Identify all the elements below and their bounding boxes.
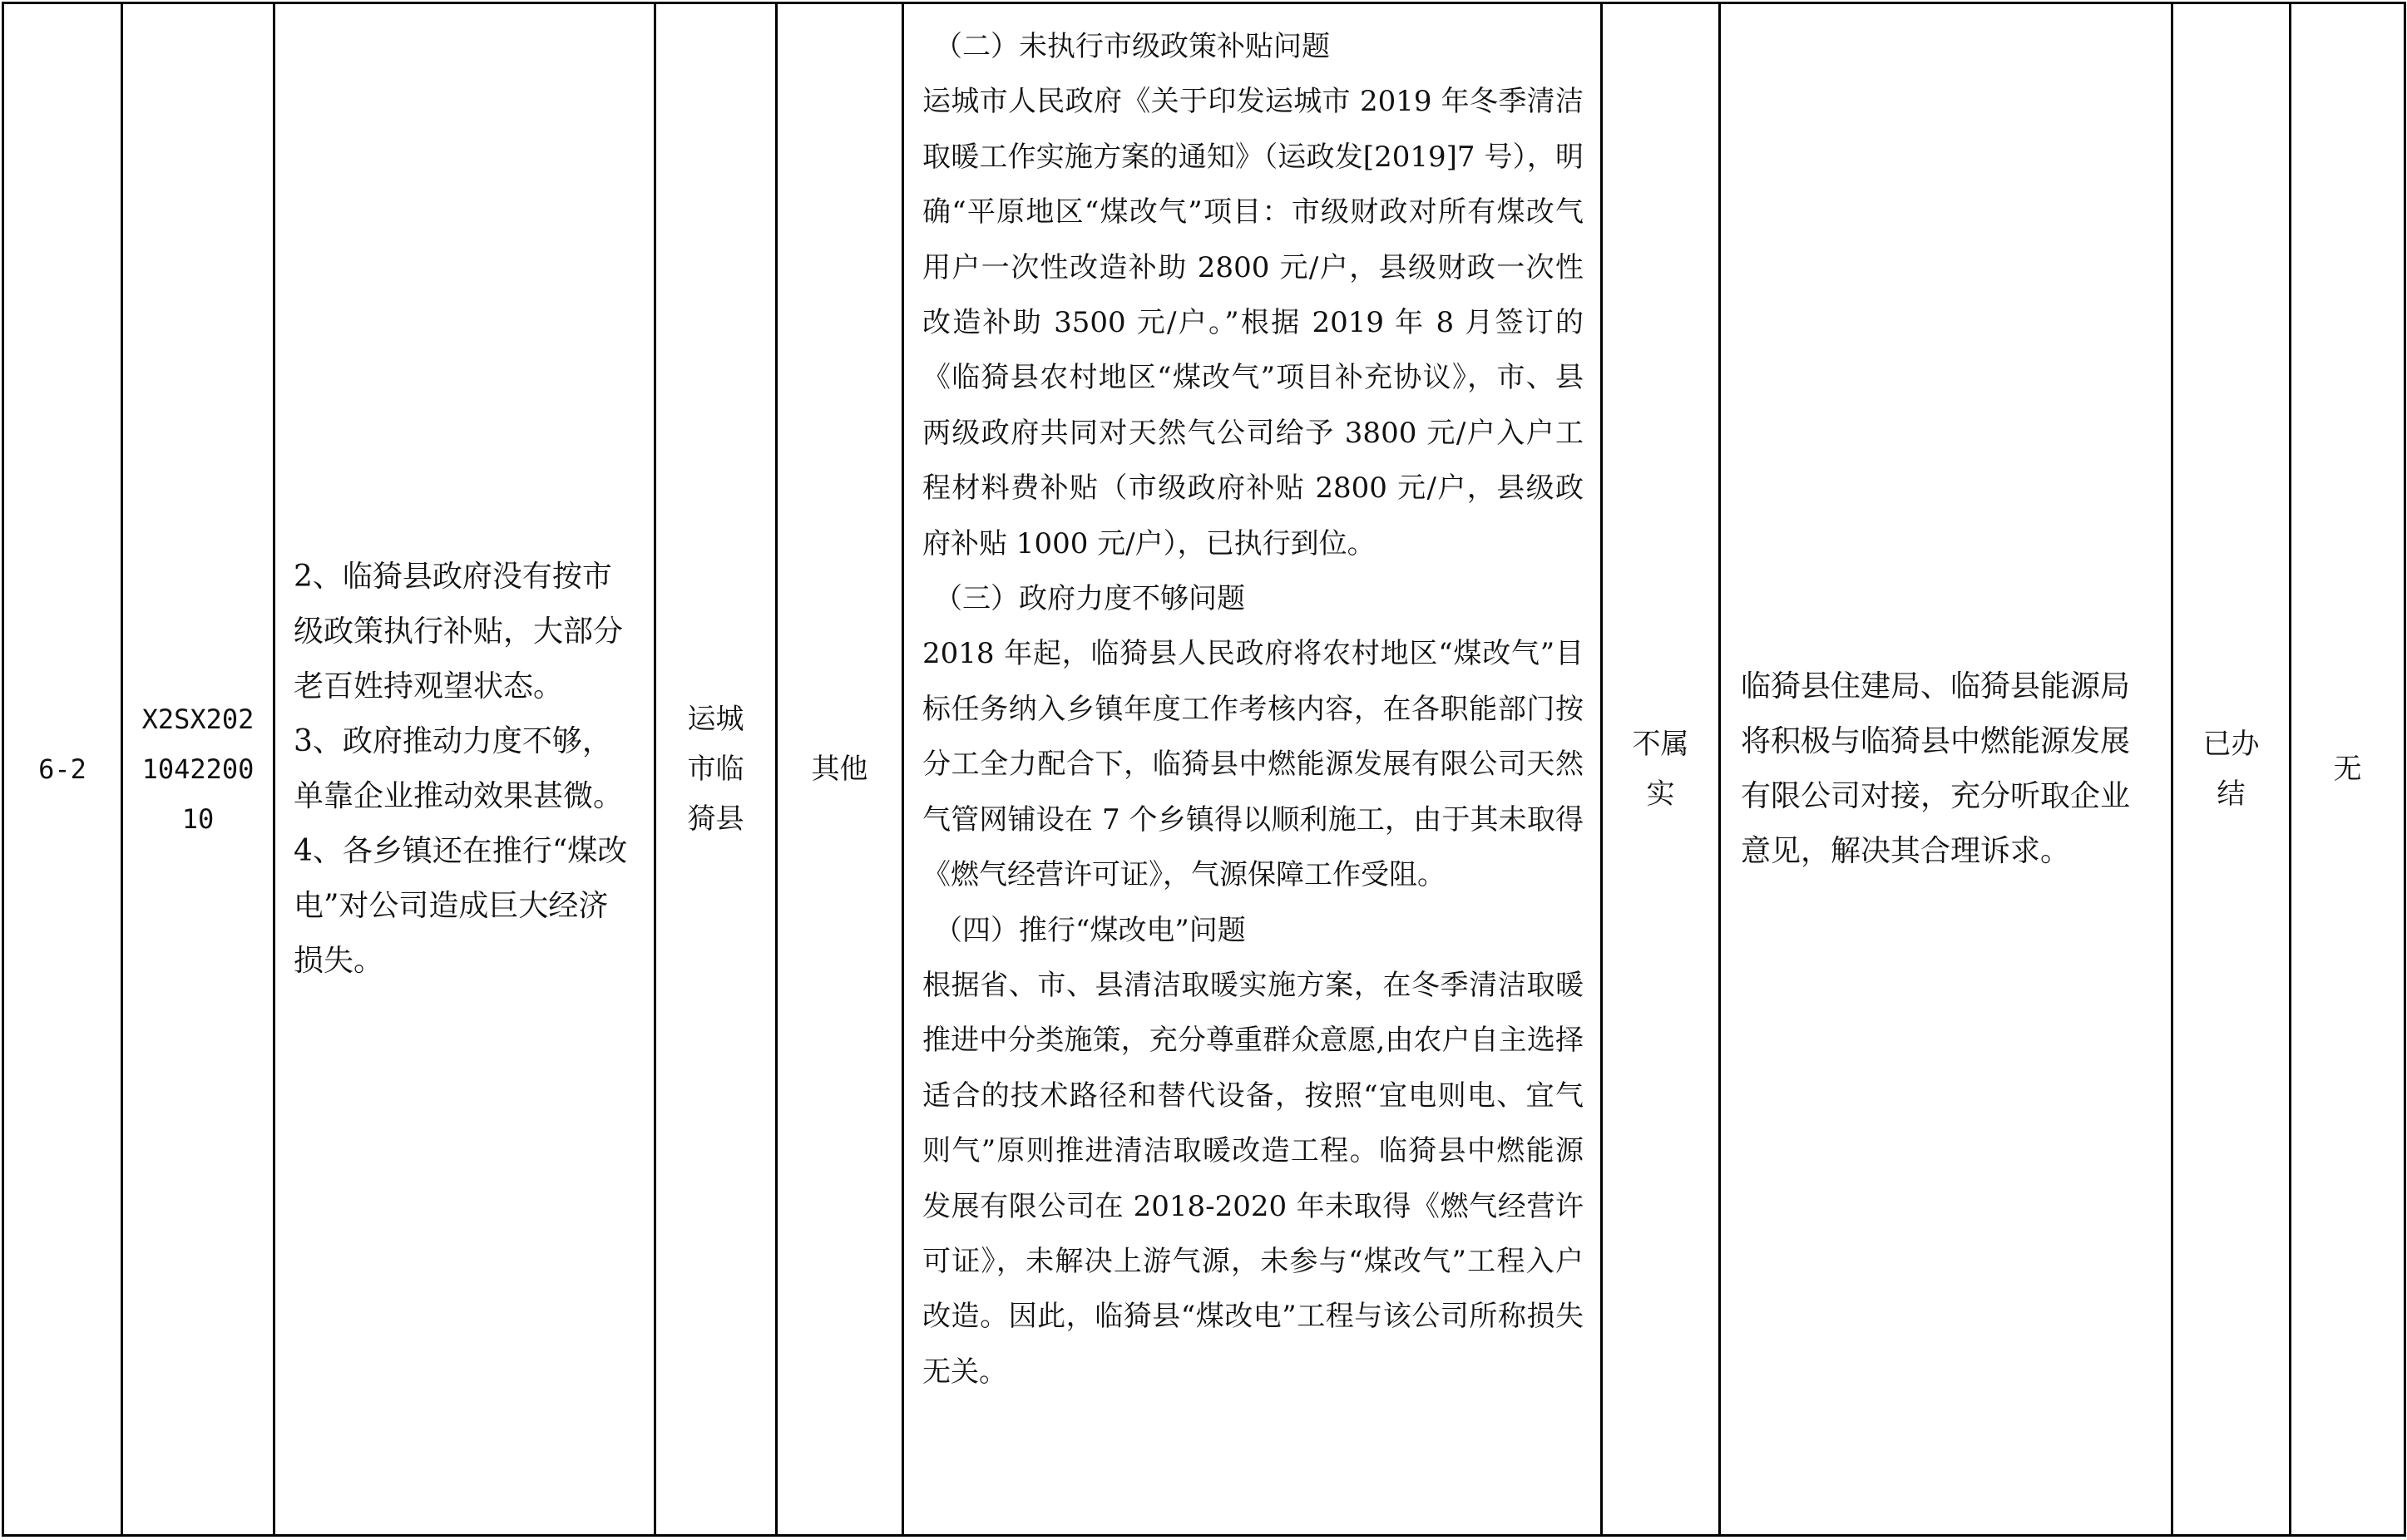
- accountability-text: 无: [2333, 753, 2362, 786]
- section-heading: （三）政府力度不够问题: [934, 582, 1245, 616]
- verdict-text: 不属实: [1632, 728, 1689, 811]
- section-heading: （四）推行“煤改电”问题: [934, 913, 1246, 947]
- status-text: 已办结: [2202, 728, 2260, 811]
- region-text: 运城市临猗县: [687, 703, 744, 836]
- measures-cell: [1720, 3, 2172, 1536]
- case-table: [2, 2, 2406, 1537]
- investigation-cell: [903, 3, 1602, 1536]
- category-text: 其他: [811, 753, 868, 786]
- complaint-item: 2、临猗县政府没有按市级政策执行补贴，大部分老百姓持观望状态。: [294, 560, 624, 703]
- section-body: 根据省、市、县清洁取暖实施方案，在冬季清洁取暖推进中分类施策，充分尊重群众意愿,由农户自主选择适合的技术路径和替代设备，按照“宜电则电、宜气则气”原则推进清洁取暖改造工程。临猗县中燃能源发展有限公司在 2018-2020 年未取得《燃气经营许可证》，未解决上游气源，未参与“煤改气”工程入户改造。因此，临猗县“煤改电”工程与该公司所称损失无关。: [922, 968, 1584, 1389]
- verdict-cell: [1602, 3, 1720, 1536]
- complaint-cell: [274, 3, 655, 1536]
- case-number-line: 1042200: [141, 753, 255, 785]
- complaint-item: 3、政府推动力度不够，单靠企业推动效果甚微。: [294, 724, 624, 813]
- section-body: 运城市人民政府《关于印发运城市 2019 年冬季清洁取暖工作实施方案的通知》（运政发[2019]7 号），明确“平原地区“煤改气”项目：市级财政对所有煤改气用户一次性改造补助 2800 元/户，县级财政一次性改造补助 3500 元/户。”根据 2019 年 8 月签订的《临猗县农村地区“煤改气”项目补充协议》，市、县两级政府共同对天然气公司给予 3800 元/户入户工程材料费补贴（市级政府补贴 2800 元/户，县级政府补贴 1000 元/户），已执行到位。: [922, 85, 1584, 560]
- case-number-cell: [122, 3, 274, 1536]
- region-cell: [655, 3, 777, 1536]
- section-body: 2018 年起，临猗县人民政府将农村地区“煤改气”目标任务纳入乡镇年度工作考核内容，在各职能部门按分工全力配合下，临猗县中燃能源发展有限公司天然气管网铺设在 7 个乡镇得以顺利施工，由于其未取得《燃气经营许可证》，气源保障工作受阻。: [922, 637, 1584, 892]
- measures-text: 临猗县住建局、临猗县能源局将积极与临猗县中燃能源发展有限公司对接，充分听取企业意见，解决其合理诉求。: [1741, 669, 2131, 868]
- category-cell: [777, 3, 903, 1536]
- status-cell: [2172, 3, 2291, 1536]
- accountability-cell: [2291, 3, 2405, 1536]
- complaint-item: 4、各乡镇还在推行“煤改电”对公司造成巨大经济损失。: [294, 834, 628, 978]
- section-heading: （二）未执行市级政策补贴问题: [934, 30, 1330, 63]
- seq-cell: [3, 3, 122, 1536]
- table-row: [3, 3, 2405, 1536]
- case-number-line: 10: [181, 803, 215, 835]
- seq-number: 6-2: [38, 753, 86, 785]
- case-number-line: X2SX202: [141, 703, 255, 735]
